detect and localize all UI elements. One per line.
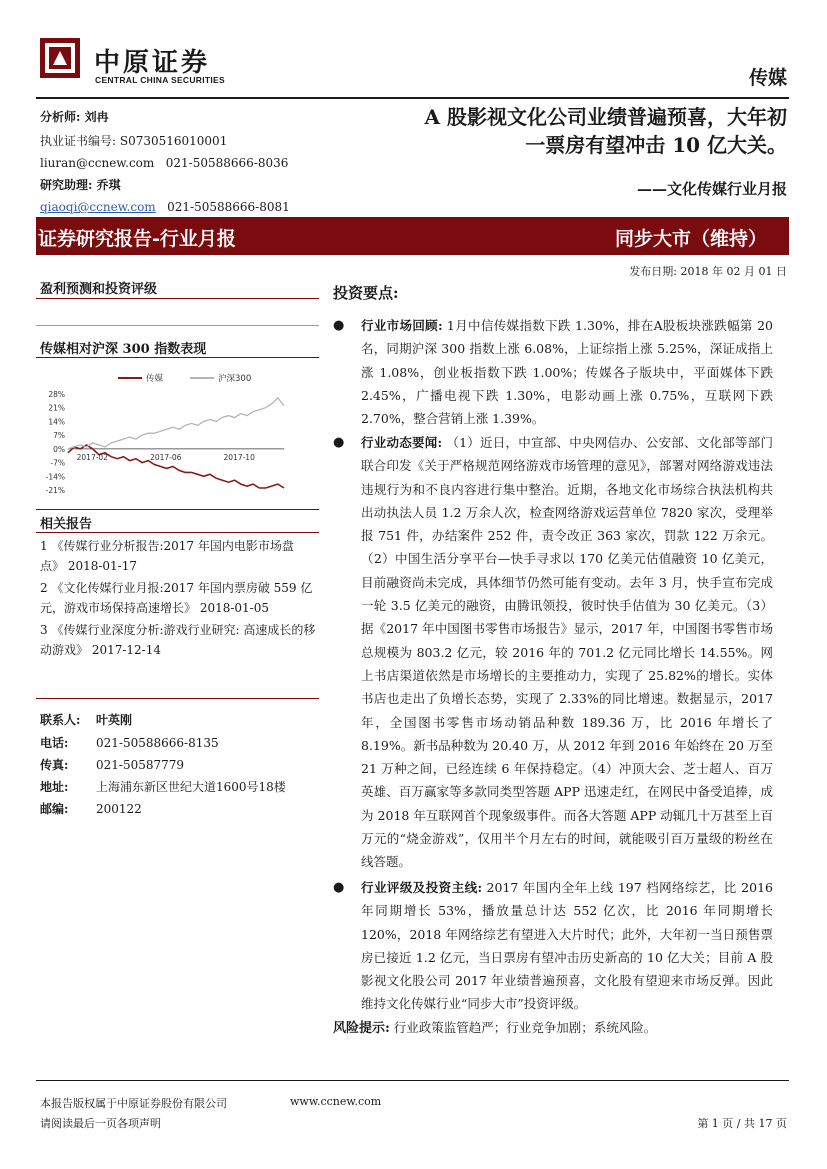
- report-banner: [36, 217, 789, 255]
- series-line-media: [68, 445, 284, 488]
- legend-label: 沪深300: [218, 374, 252, 384]
- assistant-email-link[interactable]: qiaoqi@ccnew.com: [40, 200, 156, 214]
- report-headline: [317, 103, 787, 159]
- risk-warning: 风险提示: 行业政策监管趋严；行业竞争加剧；系统风险。: [333, 1020, 657, 1036]
- contact-fax: 传真: 021-50587779: [40, 758, 185, 772]
- series-line-hs300: [68, 398, 284, 449]
- contact-zip: 邮编: 200122: [40, 802, 142, 816]
- footer-disclaimer: 请阅读最后一页各项声明: [40, 1117, 161, 1130]
- bullet-industry-news: ● 行业动态要闻: （1）近日，中宣部、中央网信办、公安部、文化部等部门联合印发《关于严格规范网络游戏市场管理的意见》，部署对网络游戏违法违规行为和不良内容进行集中整治。近期，各地文化市场综合执法机构共出动执法人员 1.2 万余人次，检查网络游戏运营单位 7820 家次，受理举报 751 件，办结案件 252 件，责令改正 363 家次，罚款 122 万余元。（2）中国生活分享平台—快手寻求以 170 亿美元估值融资 10 亿美元，目前融资尚未完成，具体细节仍然可能有变动。去年 3 月，快手宣布完成一轮 3.5 亿美元的融资，由腾讯领投，彼时快手估值为 30 亿美元。（3）据《2017 年中国图书零售市场报告》显示，2017 年，中国图书零售市场总规模为 803.2 亿元，较 2016 年的 701.2 亿元同比增长 14.55%。网上书店渠道依然是市场增长的主要推动力，实现了 25.82%的增长。实体书店也走出了负增长态势，实现了 2.33%的同比增速。数据显示，2017 年，全国图书零售市场动销品种数 189.36 万，比 2016 年增长了 8.19%。新书品种数为 20.40 万，从 2012 年到 2016 年始终在 20 万至 21 万种之间，已经连续 6 年保持稳定。（4）冲顶大会、芝士超人、百万英雄、百万赢家等多款同类型答题 APP 迅速走红，在网民中备受追捧，成为 2018 年互联网首个现象级事件。而各大答题 APP 动辄几十万甚至上百万元的“烧金游戏”，仅用半个月左右的时间，就能吸引百万量级的粉丝在线答题。: [333, 431, 773, 874]
- analyst-cert: 执业证书编号: S0730516010001: [40, 134, 228, 148]
- bullet-dot-icon: ●: [333, 435, 345, 450]
- footer-website[interactable]: www.ccnew.com: [290, 1095, 382, 1108]
- y-tick-label: 7%: [53, 431, 65, 441]
- y-tick-label: 28%: [48, 390, 65, 399]
- bullet-rating: ● 行业评级及投资主线: 2017 年国内全年上线 197 档网络综艺，比 2016 年同期增长 53%，播放量总计达 552 亿次，比 2016 年同期增长 120%，2018 年网络综艺有望进入大片时代；此外，大年初一当日预售票房已接近 1.2 亿元，当日票房有望冲击历史新高的 10 亿大关；目前 A 股影视文化股公司 2017 年业绩普遍预喜，文化股有望迎来市场反弹。因此维持文化传媒行业“同步大市”投资评级。: [333, 876, 773, 1016]
- invest-points-title: 投资要点:: [333, 284, 399, 302]
- sector-label: 传媒: [748, 67, 787, 89]
- footer-rule: [36, 1080, 789, 1081]
- chart-rule: [36, 357, 319, 358]
- contact-tel: 电话: 021-50588666-8135: [40, 736, 219, 750]
- performance-chart: [40, 372, 290, 497]
- analyst-email[interactable]: liuran@ccnew.com: [40, 156, 155, 170]
- legend-label: 传媒: [146, 374, 164, 384]
- x-tick-label: 2017-10: [223, 452, 255, 462]
- report-subtitle: ——文化传媒行业月报: [636, 180, 787, 198]
- report-type: 证券研究报告-行业月报: [38, 228, 236, 250]
- assistant-name: 研究助理: 乔琪: [40, 178, 121, 192]
- footer-copyright: 本报告版权属于中原证券股份有限公司: [40, 1097, 227, 1110]
- analyst-phone: 021-50588666-8036: [165, 156, 289, 170]
- bullet-market-review: ● 行业市场回顾: 1月中信传媒指数下跌 1.30%，排在A股板块涨跌幅第 20 名，同期沪深 300 指数上涨 6.08%，上证综指上涨 5.25%，深证成指上涨 1.08%，创业板指数下跌 1.00%；传媒各子版块中，平面媒体下跌 2.45%，广播电视下跌 1.30%，电影动画上涨 0.75%，互联网下跌 2.70%，整合营销上涨 1.39%。: [333, 314, 773, 430]
- assistant-phone: 021-50588666-8081: [167, 200, 290, 214]
- header-rule: [36, 97, 789, 99]
- y-tick-label: 14%: [48, 417, 65, 427]
- related-title: 相关报告: [40, 517, 93, 532]
- y-tick-label: 21%: [48, 403, 65, 413]
- bullet-dot-icon: ●: [333, 318, 345, 333]
- related-rule-bottom: [36, 698, 319, 699]
- related-report-1[interactable]: 1 《传媒行业分析报告:2017 年国内电影市场盘点》 2018-01-17: [40, 539, 294, 573]
- analyst-name: 分析师: 刘冉: [40, 110, 109, 124]
- forecast-rule-bottom: [36, 325, 319, 326]
- contact-address: 地址: 上海浦东新区世纪大道1600号18楼: [40, 780, 286, 794]
- y-tick-label: -21%: [45, 486, 65, 495]
- y-tick-label: 0%: [53, 444, 65, 454]
- rating: 同步大市（维持）: [614, 228, 767, 250]
- chart-title: 传媒相对沪深 300 指数表现: [40, 342, 207, 357]
- forecast-title: 盈利预测和投资评级: [40, 282, 158, 297]
- x-tick-label: 2017-02: [76, 452, 108, 462]
- logo-text-en: CENTRAL CHINA SECURITIES: [95, 75, 225, 85]
- bullet-dot-icon: ●: [333, 880, 345, 895]
- x-tick-label: 2017-06: [150, 452, 182, 462]
- y-tick-label: -14%: [45, 472, 65, 482]
- assistant-contact: [40, 197, 290, 217]
- publish-date: 发布日期: 2018 年 02 月 01 日: [629, 265, 787, 278]
- logo-mark-icon: [40, 38, 80, 78]
- analyst-contact: [40, 153, 288, 173]
- page-number: 第 1 页 / 共 17 页: [697, 1117, 787, 1130]
- contact-person: 联系人: 叶英刚: [40, 713, 133, 727]
- related-report-3[interactable]: 3 《传媒行业深度分析:游戏行业研究: 高速成长的移动游戏》 2017-12-14: [40, 623, 316, 657]
- headline-line-2: 一票房有望冲击 10 亿大关。: [525, 133, 787, 157]
- related-reports: [40, 536, 316, 662]
- forecast-rule: [36, 298, 319, 299]
- related-report-2[interactable]: 2 《文化传媒行业月报:2017 年国内票房破 559 亿元，游戏市场保持高速增长》 2018-01-05: [40, 581, 313, 615]
- headline-line-1: A 股影视文化公司业绩普遍预喜，大年初: [424, 105, 787, 129]
- chart-rule-bottom: [36, 509, 319, 510]
- logo-text-cn: 中原证券: [94, 48, 211, 78]
- related-rule: [36, 532, 319, 533]
- y-tick-label: -7%: [50, 458, 65, 468]
